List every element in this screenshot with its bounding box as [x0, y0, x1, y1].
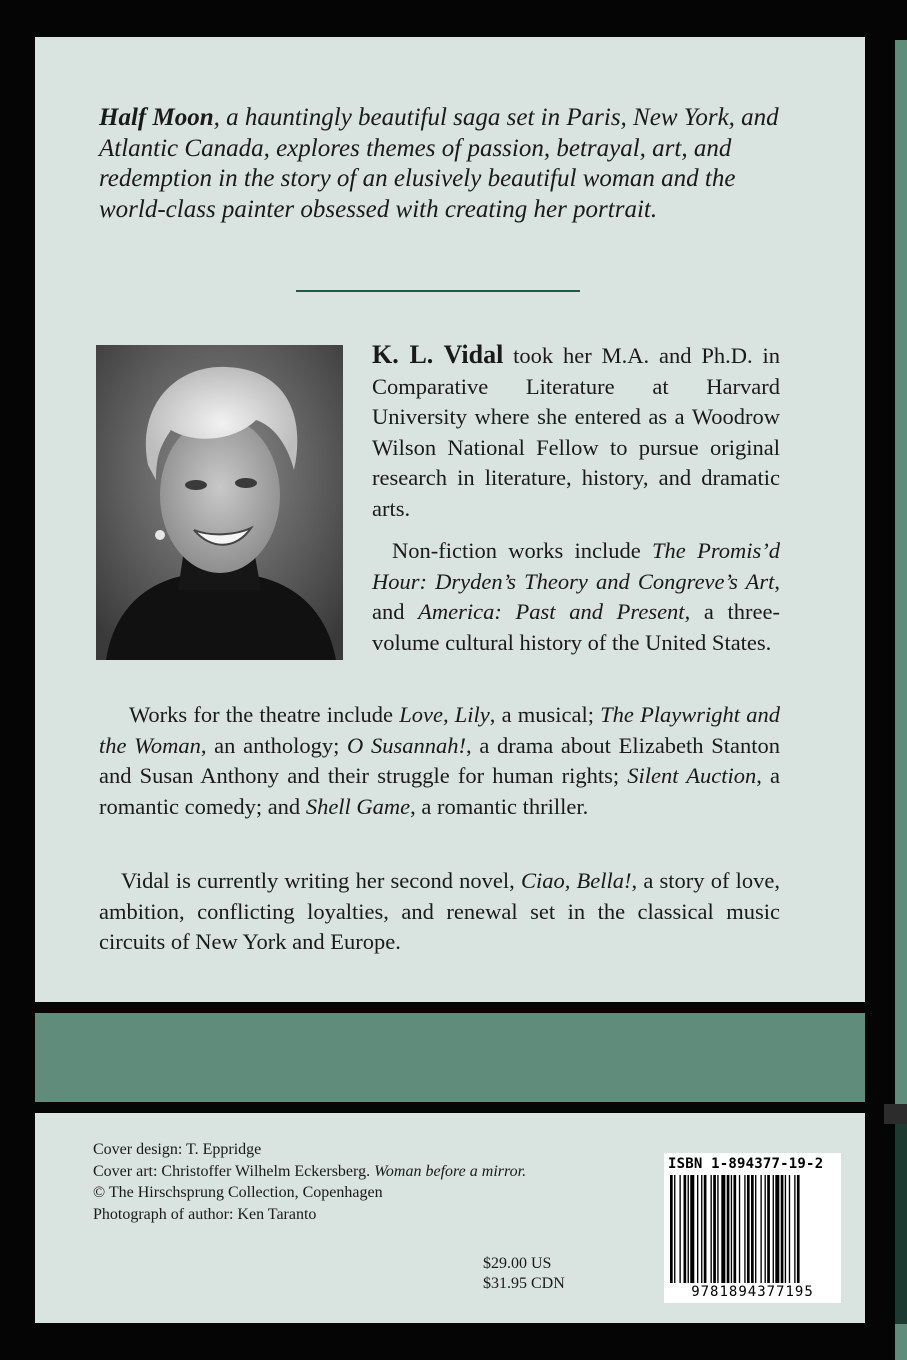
- bio-p4-title: Ciao, Bella!: [520, 868, 632, 893]
- bio-p3-title-5: Shell Game: [305, 793, 411, 819]
- bio-paragraph-4: [99, 866, 780, 958]
- isbn-barcode: [664, 1153, 841, 1303]
- bio-p3-title-1: Love, Lily: [399, 702, 490, 727]
- barcode-bar: [739, 1175, 740, 1283]
- blurb-text: , a hauntingly beautiful saga set in Paris, New York, and Atlantic Canada, explores themes of passion, betrayal, art, and redemption in the story of an elusively beautiful woman and the world-class painter obsessed with creating her portrait.: [99, 104, 779, 223]
- barcode-bar: [704, 1175, 707, 1283]
- bio-p2-text-a: Non-fiction works include: [392, 538, 653, 563]
- bio-p3-text-d: , a drama about Elizabeth Stanton and Susan Anthony and their struggle for human rights;: [99, 732, 780, 788]
- bio-p3-title-2: The Playwright and the Woman: [99, 702, 780, 758]
- author-name: K. L. Vidal: [372, 340, 504, 369]
- divider-rule: [296, 290, 580, 292]
- barcode-bar: [697, 1175, 698, 1283]
- isbn-label: ISBN 1-894377-19-2: [668, 1156, 824, 1172]
- spine-notch: [884, 1104, 907, 1124]
- barcode-bar: [717, 1175, 718, 1283]
- barcode-number: 9781894377195: [691, 1284, 814, 1300]
- barcode-bar: [744, 1175, 745, 1283]
- spine-dark-edge: [895, 1124, 907, 1324]
- barcode-bar: [731, 1175, 732, 1283]
- barcode-bar: [679, 1175, 680, 1283]
- barcode-bar: [670, 1175, 673, 1283]
- barcode-bar: [674, 1175, 675, 1283]
- bio-p2-title-2: America: Past and Present: [418, 599, 685, 624]
- bio-paragraph-2: [372, 536, 780, 658]
- barcode-bar: [773, 1175, 774, 1283]
- credit-design: Cover design: T. Eppridge: [93, 1141, 262, 1158]
- bio-p3-text-e: , a romantic comedy; and: [99, 763, 780, 819]
- barcode-bar: [797, 1175, 800, 1283]
- credit-art-text: Cover art: Christoffer Wilhelm Eckersberg.: [93, 1162, 375, 1180]
- price-us: $29.00 US: [483, 1255, 552, 1272]
- bio-p3-title-4: Silent Auction: [627, 763, 757, 788]
- bio-p1-text: took her M.A. and Ph.D. in Comparative Literature at Harvard University where she entered as a Woodrow Wilson National Fellow to pursue original research in literature, history, and dramatic arts.: [372, 343, 780, 521]
- barcode-bar: [765, 1175, 766, 1283]
- price-block: [483, 1254, 565, 1294]
- barcode-bar: [751, 1175, 754, 1283]
- barcode-bar: [767, 1175, 770, 1283]
- barcode-bar: [713, 1175, 716, 1283]
- barcode-bar: [760, 1175, 761, 1283]
- bio-p3-text-b: , a musical;: [489, 702, 601, 727]
- bio-p4-text-b: , a story of love, ambition, conflicting loyalties, and renewal set in the classical music circuits of New York and Europe.: [99, 868, 780, 954]
- barcode-bar: [785, 1175, 786, 1283]
- barcode-bars: [670, 1175, 835, 1283]
- bio-paragraph-1: [372, 340, 780, 524]
- barcode-bar: [711, 1175, 712, 1283]
- bio-p2-text-b: , and: [372, 568, 780, 624]
- credit-art: [93, 1161, 526, 1183]
- green-band: [35, 1013, 865, 1102]
- bio-p2-text-c: , a three-volume cultural history of the United States.: [372, 599, 780, 655]
- bio-p4-text-a: Vidal is currently writing her second novel,: [121, 868, 521, 893]
- author-photo: [96, 345, 343, 660]
- credit-art-title: Woman before a mirror.: [374, 1162, 527, 1180]
- book-title: Half Moon: [99, 104, 214, 131]
- cover-credits: [93, 1139, 526, 1225]
- book-blurb: [99, 103, 789, 225]
- barcode-bar: [690, 1175, 694, 1283]
- barcode-bar: [747, 1175, 750, 1283]
- barcode-bar: [775, 1175, 779, 1283]
- bio-paragraph-3: [99, 700, 780, 822]
- bio-p3-text-f: , a romantic thriller.: [410, 793, 589, 819]
- price-cdn: $31.95 CDN: [483, 1275, 565, 1292]
- bio-p3-title-3: O Susannah!: [347, 732, 466, 758]
- barcode-bar: [684, 1175, 687, 1283]
- credit-collection: © The Hirschsprung Collection, Copenhagen: [93, 1184, 383, 1201]
- barcode-bar: [755, 1175, 756, 1283]
- barcode-bar: [789, 1175, 790, 1283]
- barcode-bar: [688, 1175, 689, 1283]
- barcode-bar: [727, 1175, 730, 1283]
- bio-p3-text-a: Works for the theatre include: [129, 702, 400, 727]
- barcode-bar: [733, 1175, 736, 1283]
- barcode-bar: [701, 1175, 702, 1283]
- credit-photo: Photograph of author: Ken Taranto: [93, 1205, 317, 1223]
- bio-p3-text-c: , an anthology;: [200, 732, 348, 758]
- barcode-bar: [721, 1175, 725, 1283]
- bio-p2-title-1: The Promis’d Hour: Dryden’s Theory and Congreve’s Art: [372, 538, 780, 594]
- barcode-bar: [781, 1175, 784, 1283]
- barcode-bar: [794, 1175, 795, 1283]
